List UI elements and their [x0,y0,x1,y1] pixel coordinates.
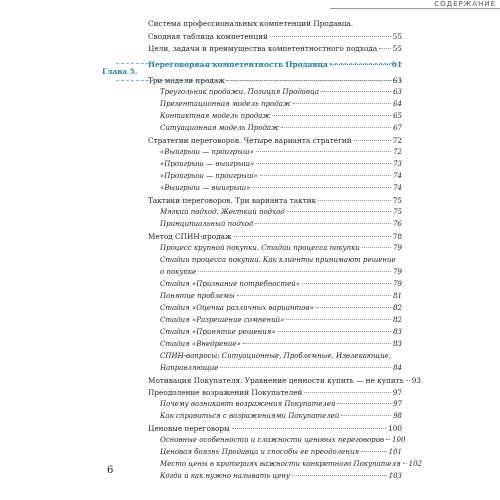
toc-entry[interactable] [100,268,402,280]
toc-entry[interactable] [100,316,402,328]
toc-entry[interactable] [100,148,402,160]
dot-leader [302,283,391,284]
toc-entry-page: 79 [393,280,402,288]
toc-entry-title: Преодоление возражений Покупателей [148,388,303,397]
toc-entry[interactable] [100,364,402,376]
dot-leader [337,403,391,404]
toc-entry[interactable] [100,136,402,148]
toc-entry-title: «Проигрыш — проигрыш» [160,172,258,180]
dot-leader [330,64,390,65]
toc-entry-title: Три модели продаж [148,76,225,85]
toc-entry-page: 79 [393,268,402,276]
toc-entry[interactable] [100,160,402,172]
toc-entry[interactable] [100,196,402,208]
toc-entry[interactable] [100,172,402,184]
toc-entry-title: Стадия «Признание потребностей» [160,280,301,288]
toc-entry-page: 67 [393,124,402,132]
toc-entry-title: о покупке [160,268,197,276]
toc-entry-page: 72 [392,136,402,145]
toc-entry-page: 78 [392,232,402,241]
toc-entry[interactable] [100,424,402,436]
table-of-contents [100,0,422,480]
toc-entry[interactable] [100,244,402,256]
toc-entry[interactable] [100,472,402,484]
dot-leader [292,475,387,476]
toc-entry-title: Направляющие [160,364,219,372]
dot-leader [260,175,391,176]
toc-entry-title: Как справиться с возражениями Покупателей [160,412,340,420]
toc-entry-title: Стадии процесса покупки. Как клиенты принимают решение [160,256,396,264]
toc-entry[interactable] [100,32,402,44]
toc-entry-page: 83 [393,340,402,348]
toc-entry-page: 103 [388,472,402,480]
toc-entry-title: Сводная таблица компетенций [148,32,268,41]
toc-entry[interactable] [100,184,402,196]
dot-leader [220,367,391,368]
toc-entry-page: 75 [393,208,402,216]
toc-entry[interactable] [100,19,402,31]
toc-entry-page: 74 [393,184,402,192]
dot-leader [286,319,391,320]
toc-entry[interactable] [100,220,402,232]
toc-entry-page: 74 [393,172,402,180]
toc-entry-title: Мотивация Покупателя. Уравнение ценности купить — не купить [148,376,404,385]
dot-leader [287,211,391,212]
toc-entry-page: 97 [393,400,402,408]
dot-leader [354,140,391,141]
toc-entry-title: Основные особенности и сложности ценовых переговоров [160,436,385,444]
toc-entry-page: 72 [393,148,402,156]
dot-leader [278,331,392,332]
toc-entry-title: Стадия «Принятие решения» [160,328,276,336]
toc-entry[interactable] [100,280,402,292]
toc-entry-page: 93 [411,376,422,385]
toc-entry[interactable] [100,340,402,352]
toc-entry-title: Тактики переговоров. Три варианта тактик [148,196,317,205]
dot-leader [237,295,391,296]
toc-entry[interactable] [100,376,422,388]
toc-entry-title: «Выигрыш — выигрыш» [160,184,251,192]
dot-leader [403,463,407,464]
toc-entry-page: 73 [393,160,402,168]
toc-entry[interactable] [100,400,402,412]
toc-entry-page: 55 [392,44,402,53]
toc-entry-title: Стадия «Внедрение» [160,340,241,348]
toc-entry-title: «Проигрыш — выигрыш» [160,160,255,168]
toc-entry-title: Процесс крупной покупки. Стадии процесса покупки [160,244,360,252]
toc-entry[interactable] [100,124,402,136]
toc-entry[interactable] [100,388,402,400]
toc-entry-title: Переговорная компетентность Продавца [148,60,328,69]
toc-entry-title: Почему возникают возражения Покупателей [160,400,336,408]
dot-leader [232,428,386,429]
toc-entry-page: 100 [388,424,402,433]
toc-entry[interactable] [100,448,402,460]
toc-entry-page: 63 [393,88,402,96]
toc-entry-title: Мягкий подход. Жесткий подход [160,208,285,216]
dot-leader [256,151,391,152]
toc-entry-page: 75 [392,196,402,205]
toc-entry-title: Ценовая боязнь Продавца и способы ее преодоления [160,448,360,456]
dot-leader [362,247,391,248]
dot-leader [316,307,391,308]
dot-leader [281,127,391,128]
dot-leader [243,343,391,344]
toc-entry-page: 61 [391,60,402,69]
dot-leader [386,439,390,440]
dot-leader [304,392,390,393]
toc-entry[interactable] [100,76,402,88]
toc-entry-page: 84 [393,364,402,372]
toc-entry-title: Стратегии переговоров. Четыре варианта стратегий [148,136,352,145]
toc-entry-title: Место цены в критериях важности конкретного Покупателя [160,460,401,468]
toc-entry[interactable] [100,44,402,56]
toc-entry-page: 102 [408,460,422,468]
toc-entry-title: Контактная модель продаж [160,112,271,120]
dot-leader [256,163,391,164]
toc-entry-title: Цели, задачи и преимущества компетентностного подхода [148,44,378,53]
toc-entry[interactable] [100,256,402,268]
toc-entry-title: Презентационная модель продаж [160,100,291,108]
toc-entry[interactable] [100,352,402,364]
toc-entry-page: 65 [393,112,402,120]
running-header: СОДЕРЖАНИЕ [434,0,496,8]
toc-entry[interactable] [100,304,402,316]
dot-leader [270,36,391,37]
toc-entry[interactable] [100,460,422,472]
dot-leader [234,236,391,237]
toc-entry-title: Треугольник продажи. Позиция Продавца [160,88,320,96]
dot-leader [198,271,391,272]
toc-entry[interactable] [100,412,402,424]
dot-leader [255,223,391,224]
toc-entry-page: 63 [392,76,402,85]
dot-leader [379,48,390,49]
page-number: 6 [107,465,114,476]
toc-entry-title: Когда и как нужно называть цену [160,472,291,480]
toc-entry-title: Стадия «Оценка различных вариантов» [160,304,314,312]
toc-entry-page: 55 [392,32,402,41]
toc-entry[interactable] [100,100,402,112]
dot-leader [341,415,391,416]
toc-entry[interactable] [100,208,402,220]
dot-leader [321,91,391,92]
dot-leader [361,451,387,452]
toc-entry-title: Понятие проблемы [160,292,235,300]
toc-entry-title: Ценовые переговоры [148,424,230,433]
toc-entry-page: 82 [393,316,402,324]
toc-entry-title: Метод СПИН-продаж [148,232,232,241]
toc-entry-title: Система профессиональных компетенций Продавца. [148,19,354,28]
toc-entry-title: «Выигрыш — проигрыш» [160,148,254,156]
toc-entry-title: Ситуационная модель Продаж [160,124,280,132]
toc-entry-page: 81 [393,292,402,300]
toc-entry-page: 100 [392,436,406,444]
toc-entry[interactable] [100,112,402,124]
dot-leader [272,115,391,116]
toc-entry-page: 98 [393,412,402,420]
toc-entry-page: 82 [393,304,402,312]
toc-entry-title: Стадия «Разрешение сомнений» [160,316,285,324]
dot-leader [318,200,391,201]
toc-entry-page: 83 [393,328,402,336]
toc-entry[interactable] [100,232,402,244]
dot-leader [293,103,391,104]
toc-entry-title: СПИН-вопросы: Ситуационные, Проблемные, Извлекающие, [160,352,391,360]
toc-entry-page: 97 [392,388,402,397]
chapter-label: Глава 5. [102,67,138,76]
toc-entry-page: 101 [388,448,402,456]
dot-leader [406,380,410,381]
toc-chapter-title[interactable] [100,60,402,72]
toc-entry-page: 76 [393,220,402,228]
dot-leader [252,187,391,188]
toc-entry[interactable] [100,328,402,340]
toc-entry-page: 64 [393,100,402,108]
toc-entry[interactable] [100,88,402,100]
toc-entry-title: Принципиальный подход [160,220,254,228]
dot-leader [227,80,391,81]
toc-entry-page: 79 [393,244,402,252]
toc-entry[interactable] [100,292,402,304]
toc-entry[interactable] [100,436,406,448]
